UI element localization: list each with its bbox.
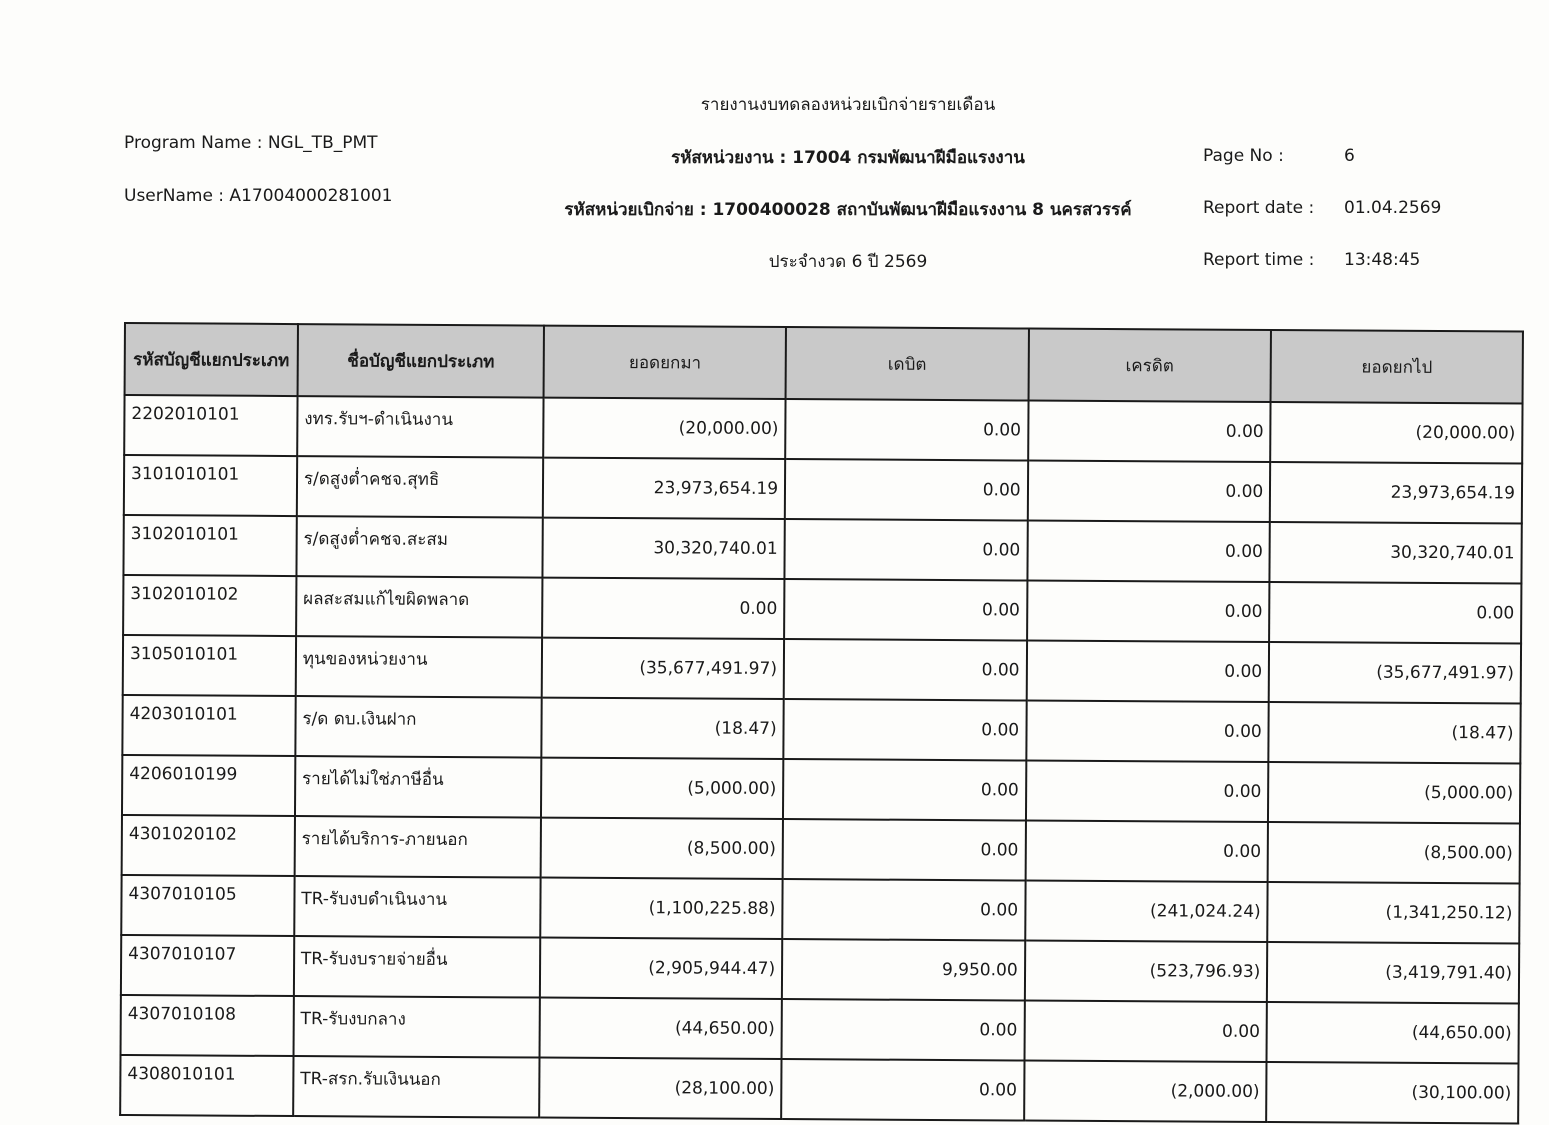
report-date-value: 01.04.2569 bbox=[1344, 198, 1442, 218]
carried-forward-cell: (8,500.00) bbox=[1268, 822, 1520, 884]
carried-forward-cell: (20,000.00) bbox=[1270, 402, 1522, 464]
col-header-debit: เดบิต bbox=[786, 327, 1029, 400]
table-row bbox=[122, 755, 1520, 824]
account-name-cell: TR-สรก.รับเงินนอก bbox=[293, 1056, 540, 1118]
carried-forward-cell: (1,341,250.12) bbox=[1267, 882, 1519, 944]
brought-forward-cell: 23,973,654.19 bbox=[543, 458, 785, 519]
table-row bbox=[121, 875, 1519, 944]
brought-forward-cell: (18.47) bbox=[542, 698, 784, 759]
debit-cell: 0.00 bbox=[782, 999, 1025, 1060]
table-row bbox=[121, 935, 1519, 1004]
debit-cell: 0.00 bbox=[783, 819, 1026, 880]
brought-forward-cell: (35,677,491.97) bbox=[542, 638, 784, 699]
debit-cell: 0.00 bbox=[783, 699, 1026, 760]
col-header-brought-forward: ยอดยกมา bbox=[544, 326, 786, 399]
brought-forward-cell: 0.00 bbox=[542, 578, 784, 639]
carried-forward-cell: (35,677,491.97) bbox=[1269, 642, 1521, 704]
table-row bbox=[124, 455, 1522, 524]
account-code-cell: 4307010105 bbox=[121, 875, 294, 936]
disbursing-unit-line: รหัสหน่วยเบิกจ่าย : 1700400028 สถาบันพัฒนาฝีมือแรงงาน 8 นครสวรรค์ bbox=[564, 200, 1132, 220]
credit-cell: 0.00 bbox=[1025, 821, 1268, 882]
table-row bbox=[123, 515, 1521, 584]
brought-forward-cell: (2,905,944.47) bbox=[540, 938, 782, 999]
credit-cell: 0.00 bbox=[1026, 641, 1269, 702]
brought-forward-cell: (28,100.00) bbox=[540, 1058, 782, 1119]
account-code-cell: 3105010101 bbox=[123, 635, 296, 696]
credit-cell: 0.00 bbox=[1026, 761, 1269, 822]
report-time-value: 13:48:45 bbox=[1344, 250, 1421, 270]
credit-cell: (2,000.00) bbox=[1024, 1061, 1267, 1122]
debit-cell: 9,950.00 bbox=[782, 939, 1025, 1000]
report-date-label: Report date : bbox=[1203, 198, 1315, 218]
table-row bbox=[123, 635, 1521, 704]
account-name-cell: รายได้บริการ-ภายนอก bbox=[294, 816, 541, 878]
table-row bbox=[120, 1055, 1518, 1124]
table-row bbox=[122, 695, 1520, 764]
col-header-account-code: รหัสบัญชีแยกประเภท bbox=[125, 323, 298, 396]
table-row bbox=[123, 575, 1521, 644]
account-code-cell: 4301020102 bbox=[122, 815, 295, 876]
account-name-cell: TR-รับงบกลาง bbox=[293, 996, 540, 1058]
carried-forward-cell: 30,320,740.01 bbox=[1270, 522, 1522, 584]
credit-cell: 0.00 bbox=[1027, 521, 1270, 582]
table-row bbox=[122, 815, 1520, 884]
program-name: Program Name : NGL_TB_PMT bbox=[124, 133, 378, 153]
brought-forward-cell: (8,500.00) bbox=[541, 818, 783, 879]
user-name: UserName : A17004000281001 bbox=[124, 186, 393, 206]
account-name-cell: รายได้ไม่ใช่ภาษีอื่น bbox=[295, 756, 542, 818]
account-code-cell: 4308010101 bbox=[120, 1055, 293, 1116]
page-no-value: 6 bbox=[1344, 146, 1355, 166]
credit-cell: (241,024.24) bbox=[1025, 881, 1268, 942]
credit-cell: 0.00 bbox=[1028, 401, 1271, 462]
carried-forward-cell: (5,000.00) bbox=[1268, 762, 1520, 824]
debit-cell: 0.00 bbox=[783, 759, 1026, 820]
account-name-cell: ผลสะสมแก้ไขผิดพลาด bbox=[296, 576, 543, 638]
account-name-cell: ทุนของหน่วยงาน bbox=[296, 636, 543, 698]
carried-forward-cell: (30,100.00) bbox=[1266, 1062, 1518, 1124]
col-header-credit: เครดิต bbox=[1028, 329, 1271, 402]
carried-forward-cell: (44,650.00) bbox=[1267, 1002, 1519, 1064]
account-name-cell: งทร.รับฯ-ดำเนินงาน bbox=[297, 396, 544, 458]
debit-cell: 0.00 bbox=[784, 639, 1027, 700]
credit-cell: 0.00 bbox=[1027, 581, 1270, 642]
table-header-row bbox=[125, 323, 1523, 404]
brought-forward-cell: 30,320,740.01 bbox=[543, 518, 785, 579]
account-code-cell: 2202010101 bbox=[124, 395, 297, 456]
account-name-cell: ร/ดสูงต่ำคชจ.สุทธิ bbox=[297, 456, 544, 518]
debit-cell: 0.00 bbox=[784, 579, 1027, 640]
carried-forward-cell: (3,419,791.40) bbox=[1267, 942, 1519, 1004]
account-code-cell: 4203010101 bbox=[122, 695, 295, 756]
col-header-carried-forward: ยอดยกไป bbox=[1271, 330, 1523, 404]
account-name-cell: TR-รับงบรายจ่ายอื่น bbox=[294, 936, 541, 998]
account-name-cell: ร/ด ดบ.เงินฝาก bbox=[295, 696, 542, 758]
agency-line: รหัสหน่วยงาน : 17004 กรมพัฒนาฝีมือแรงงาน bbox=[671, 148, 1025, 168]
brought-forward-cell: (44,650.00) bbox=[540, 998, 782, 1059]
credit-cell: (523,796.93) bbox=[1024, 941, 1267, 1002]
report-title: รายงานงบทดลองหน่วยเบิกจ่ายรายเดือน bbox=[700, 95, 996, 115]
debit-cell: 0.00 bbox=[781, 1059, 1024, 1120]
carried-forward-cell: 0.00 bbox=[1269, 582, 1521, 644]
carried-forward-cell: 23,973,654.19 bbox=[1270, 462, 1522, 524]
page-no-label: Page No : bbox=[1203, 146, 1284, 166]
account-code-cell: 3102010101 bbox=[123, 515, 296, 576]
account-code-cell: 4206010199 bbox=[122, 755, 295, 816]
credit-cell: 0.00 bbox=[1027, 461, 1270, 522]
debit-cell: 0.00 bbox=[785, 519, 1028, 580]
credit-cell: 0.00 bbox=[1026, 701, 1269, 762]
brought-forward-cell: (1,100,225.88) bbox=[541, 878, 783, 939]
brought-forward-cell: (5,000.00) bbox=[541, 758, 783, 819]
report-time-label: Report time : bbox=[1203, 250, 1315, 270]
table-row bbox=[124, 395, 1522, 464]
credit-cell: 0.00 bbox=[1024, 1001, 1267, 1062]
account-code-cell: 3102010102 bbox=[123, 575, 296, 636]
table-body bbox=[120, 395, 1522, 1124]
account-code-cell: 4307010107 bbox=[121, 935, 294, 996]
debit-cell: 0.00 bbox=[785, 399, 1028, 460]
debit-cell: 0.00 bbox=[785, 459, 1028, 520]
trial-balance-table bbox=[119, 322, 1524, 1125]
account-code-cell: 3101010101 bbox=[124, 455, 297, 516]
table-row bbox=[121, 995, 1519, 1064]
brought-forward-cell: (20,000.00) bbox=[544, 398, 786, 459]
col-header-account-name: ชื่อบัญชีแยกประเภท bbox=[297, 324, 544, 398]
account-name-cell: ร/ดสูงต่ำคชจ.สะสม bbox=[296, 516, 543, 578]
account-code-cell: 4307010108 bbox=[121, 995, 294, 1056]
period-line: ประจำงวด 6 ปี 2569 bbox=[768, 252, 928, 272]
carried-forward-cell: (18.47) bbox=[1269, 702, 1521, 764]
debit-cell: 0.00 bbox=[782, 879, 1025, 940]
account-name-cell: TR-รับงบดำเนินงาน bbox=[294, 876, 541, 938]
